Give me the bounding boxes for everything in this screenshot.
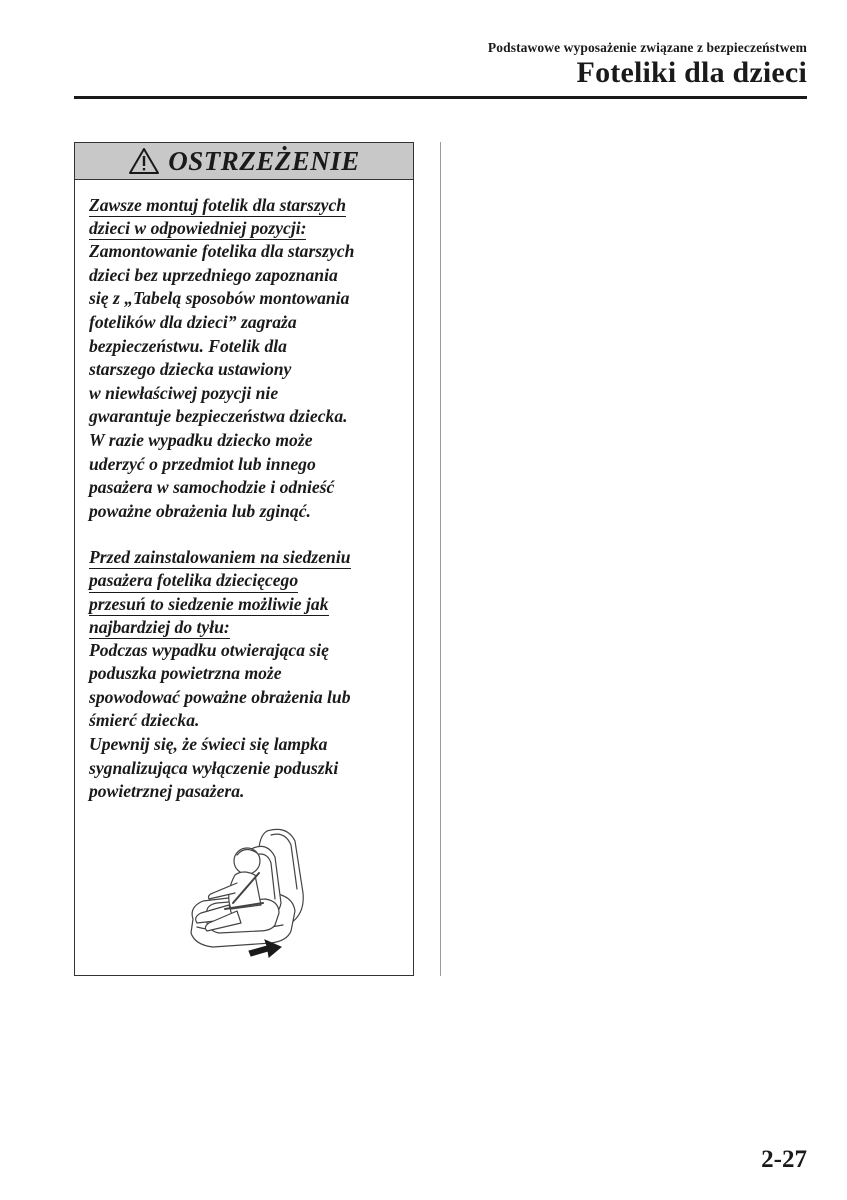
warning-line: sygnalizująca wyłączenie poduszki: [89, 757, 339, 778]
header-rule: [74, 96, 807, 99]
warning-box: [74, 142, 414, 976]
warning-line: gwarantuje bezpieczeństwa dziecka.: [89, 406, 348, 427]
child-booster-seat-illustration: [179, 823, 309, 963]
warning-line: pasażera w samochodzie i odnieść: [89, 477, 335, 498]
warning-body: [75, 180, 413, 804]
warning-title: OSTRZEŻENIE: [168, 145, 360, 176]
warning-line: Upewnij się, że świeci się lampka: [89, 734, 328, 755]
warning-line-underlined: Przed zainstalowaniem na siedzeniu: [89, 546, 351, 569]
warning-line: starszego dziecka ustawiony: [89, 359, 292, 380]
warning-line: śmierć dziecka.: [89, 710, 200, 731]
warning-line-underlined: Zawsze montuj fotelik dla starszych: [89, 194, 346, 217]
page-title: Foteliki dla dzieci: [576, 56, 807, 89]
warning-line-underlined: pasażera fotelika dziecięcego: [89, 569, 298, 592]
warning-line: dzieci bez uprzedniego zapoznania: [89, 264, 338, 285]
page-number: 2-27: [761, 1146, 807, 1173]
column-divider: [440, 142, 441, 976]
warning-line-underlined: przesuń to siedzenie możliwie jak: [89, 593, 329, 616]
warning-line: poduszka powietrzna może: [89, 663, 282, 684]
warning-line: poważne obrażenia lub zginąć.: [89, 500, 311, 521]
warning-line: bezpieczeństwu. Fotelik dla: [89, 335, 287, 356]
warning-line: Zamontowanie fotelika dla starszych: [89, 241, 355, 262]
section-heading: Podstawowe wyposażenie związane z bezpieczeństwem: [487, 40, 807, 55]
warning-line-underlined: dzieci w odpowiedniej pozycji:: [89, 217, 306, 240]
warning-line: uderzyć o przedmiot lub innego: [89, 453, 316, 474]
warning-line: spowodować poważne obrażenia lub: [89, 686, 351, 707]
warning-header: [75, 143, 413, 180]
warning-line-underlined: najbardziej do tyłu:: [89, 616, 230, 639]
warning-triangle-icon: [128, 147, 160, 175]
warning-line: Podczas wypadku otwierająca się: [89, 639, 329, 660]
warning-line: w niewłaściwej pozycji nie: [89, 382, 279, 403]
warning-line: się z „Tabelą sposobów montowania: [89, 288, 350, 309]
warning-line: powietrznej pasażera.: [89, 781, 245, 802]
warning-line: W razie wypadku dziecko może: [89, 429, 313, 450]
warning-paragraph: [89, 546, 397, 804]
warning-line: fotelików dla dzieci” zagraża: [89, 311, 297, 332]
warning-paragraph: [89, 194, 397, 523]
